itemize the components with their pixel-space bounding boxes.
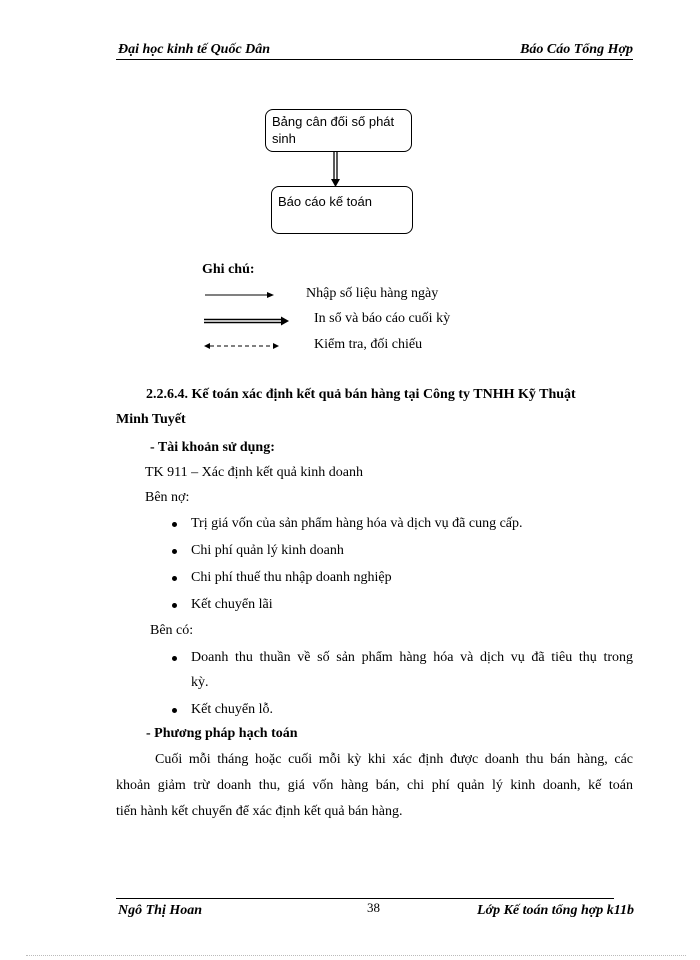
header-divider xyxy=(116,59,633,60)
bullet-icon xyxy=(172,708,177,713)
page-number: 38 xyxy=(367,900,380,915)
footer-class: Lớp Kế toán tổng hợp k11b xyxy=(477,903,634,918)
legend-item-daily-entry: Nhập số liệu hàng ngày xyxy=(306,286,439,301)
credit-item-continued: kỳ. xyxy=(191,675,209,690)
footer-divider xyxy=(116,898,614,899)
bullet-icon xyxy=(172,603,177,608)
section-heading-continued: Minh Tuyết xyxy=(116,412,186,427)
bullet-icon xyxy=(172,656,177,661)
bullet-icon xyxy=(172,522,177,527)
legend-title: Ghi chú: xyxy=(202,262,255,277)
method-paragraph-line: tiến hành kết chuyển để xác định kết quả bán hàng. xyxy=(116,804,403,819)
method-paragraph-line: khoản giảm trừ doanh thu, giá vốn hàng bán, chi phí quản lý kinh doanh, kế toán xyxy=(116,778,633,793)
debit-item: Chi phí thuế thu nhập doanh nghiệp xyxy=(191,570,392,585)
bullet-icon xyxy=(172,549,177,554)
diagram-double-arrow xyxy=(326,152,346,188)
credit-label: Bên có: xyxy=(150,623,194,638)
diagram-box-trial-balance xyxy=(265,109,412,152)
debit-item: Chi phí quản lý kinh doanh xyxy=(191,543,344,558)
double-arrow-icon xyxy=(203,315,291,327)
dashed-bidirectional-arrow-icon xyxy=(203,341,281,351)
section-heading: 2.2.6.4. Kế toán xác định kết quả bán hàng tại Công ty TNHH Kỹ Thuật xyxy=(146,387,576,402)
debit-item: Kết chuyển lãi xyxy=(191,597,273,612)
footer-author: Ngô Thị Hoan xyxy=(118,903,203,918)
debit-item: Trị giá vốn của sản phẩm hàng hóa và dịch vụ đã cung cấp. xyxy=(191,516,523,531)
diagram-box-accounting-report-label: Báo cáo kế toán xyxy=(278,194,372,209)
diagram-box-trial-balance-line2: sinh xyxy=(272,131,296,146)
page-edge xyxy=(26,955,686,956)
thin-arrow-icon xyxy=(203,290,278,300)
method-paragraph-line: Cuối mỗi tháng hoặc cuối mỗi kỳ khi xác định được doanh thu bán hàng, các xyxy=(155,752,633,767)
legend-item-period-report: In sổ và báo cáo cuối kỳ xyxy=(314,311,451,326)
debit-label: Bên nợ: xyxy=(145,490,190,505)
diagram-box-accounting-report xyxy=(271,186,413,234)
header-report-title: Báo Cáo Tổng Hợp xyxy=(520,42,633,57)
bullet-icon xyxy=(172,576,177,581)
account-used-label: - Tài khoản sử dụng: xyxy=(150,440,275,455)
legend-item-check-reconcile: Kiểm tra, đối chiếu xyxy=(314,337,423,352)
credit-item: Kết chuyển lỗ. xyxy=(191,702,274,717)
account-code: TK 911 – Xác định kết quả kinh doanh xyxy=(145,465,363,480)
method-label: - Phương pháp hạch toán xyxy=(146,726,298,741)
diagram-box-trial-balance-line1: Bảng cân đối số phát xyxy=(272,114,395,129)
header-school: Đại học kinh tế Quốc Dân xyxy=(118,42,271,57)
credit-item: Doanh thu thuần về số sản phẩm hàng hóa và dịch vụ đã tiêu thụ trong xyxy=(191,650,633,665)
